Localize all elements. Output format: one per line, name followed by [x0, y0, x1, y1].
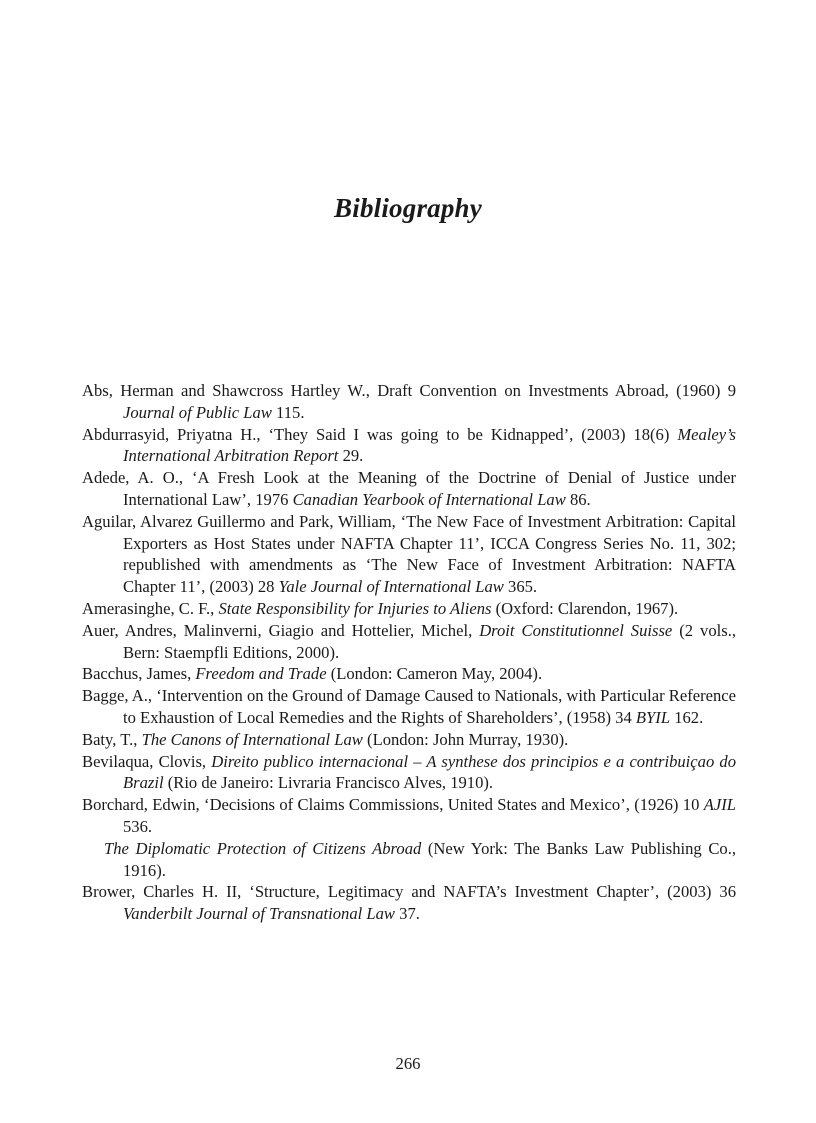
entry-text: Aguilar, Alvarez Guillermo and Park, William, ‘The New Face of Investment Arbitration: Capital Exporters as Host States under NAFTA Chapter 11’, ICCA Congress Series No. 11, 302; republished with amendments as ‘The New Face of Investment Arbitration: NAFTA Chapter 11’, (2003) 28	[82, 511, 736, 597]
entry-text: Bevilaqua, Clovis,	[82, 751, 212, 771]
entry-text: Amerasinghe, C. F.,	[82, 598, 219, 618]
entry-text: 86.	[565, 489, 591, 509]
entry-italic-title: AJIL	[703, 795, 736, 815]
entry-text: 115.	[271, 402, 305, 422]
bibliography-list	[82, 380, 736, 925]
entry-text: 365.	[503, 577, 538, 597]
page-number: 266	[395, 1054, 421, 1073]
entry-italic-title: Freedom and Trade	[195, 664, 327, 684]
bibliography-entry	[82, 380, 736, 424]
bibliography-entry	[82, 685, 736, 729]
entry-italic-title: Yale Journal of International Law	[278, 577, 504, 597]
bibliography-entry	[82, 511, 736, 598]
entry-italic-title: The Diplomatic Protection of Citizens Abroad	[104, 838, 422, 858]
bibliography-entry	[82, 751, 736, 795]
entry-text: Baty, T.,	[82, 729, 142, 749]
entry-text: 162.	[670, 707, 704, 727]
entry-text: Borchard, Edwin, ‘Decisions of Claims Commissions, United States and Mexico’, (1926) 10	[82, 795, 704, 815]
bibliography-entry	[82, 467, 736, 511]
entry-text: Bagge, A., ‘Intervention on the Ground of Damage Caused to Nationals, with Particular Reference to Exhaustion of Local Remedies and the Rights of Shareholders’, (1958) 34	[82, 686, 736, 727]
entry-text: (London: Cameron May, 2004).	[326, 664, 543, 684]
bibliography-entry	[82, 838, 736, 882]
entry-text: Brower, Charles H. II, ‘Structure, Legitimacy and NAFTA’s Investment Chapter’, (2003) 36	[82, 882, 736, 902]
bibliography-entry	[82, 598, 736, 620]
page-title: Bibliography	[334, 193, 482, 223]
entry-italic-title: State Responsibility for Injuries to Aliens	[218, 598, 492, 618]
entry-italic-title: The Canons of International Law	[141, 729, 363, 749]
entry-text: Abs, Herman and Shawcross Hartley W., Draft Convention on Investments Abroad, (1960) 9	[82, 381, 736, 400]
bibliography-entry	[82, 729, 736, 751]
entry-text: (2 vols., Bern: Staempfli Editions, 2000).	[123, 620, 736, 662]
entry-italic-title: Journal of Public Law	[123, 402, 272, 422]
bibliography-entry	[82, 663, 736, 685]
bibliography-entry	[82, 881, 736, 925]
bibliography-entry	[82, 424, 736, 468]
entry-text: 536.	[123, 816, 153, 836]
entry-italic-title: Droit Constitutionnel Suisse	[479, 620, 673, 640]
entry-text: 37.	[395, 904, 420, 924]
entry-italic-title: Direito publico internacional – A synthese dos principios e a contribuiçao do Brazil	[123, 751, 736, 793]
entry-text: (London: John Murray, 1930).	[362, 729, 569, 749]
entry-italic-title: Vanderbilt Journal of Transnational Law	[123, 904, 395, 924]
bibliography-entry	[82, 620, 736, 664]
entry-text: Auer, Andres, Malinverni, Giagio and Hottelier, Michel,	[82, 620, 480, 640]
entry-italic-title: Canadian Yearbook of International Law	[292, 489, 566, 509]
bibliography-entry	[82, 794, 736, 838]
entry-text: 29.	[338, 446, 364, 466]
entry-italic-title: BYIL	[635, 707, 671, 727]
entry-text: Adede, A. O., ‘A Fresh Look at the Meaning of the Doctrine of Denial of Justice under International Law’, 1976	[82, 468, 736, 509]
entry-text: (Oxford: Clarendon, 1967).	[491, 598, 679, 618]
entry-text: (Rio de Janeiro: Livraria Francisco Alves, 1910).	[163, 773, 494, 793]
entry-italic-title: Mealey’s International Arbitration Report	[123, 424, 736, 466]
entry-text: (New York: The Banks Law Publishing Co., 1916).	[123, 838, 736, 880]
entry-text: Abdurrasyid, Priyatna H., ‘They Said I was going to be Kidnapped’, (2003) 18(6)	[82, 424, 678, 444]
entry-text: Bacchus, James,	[82, 664, 196, 684]
